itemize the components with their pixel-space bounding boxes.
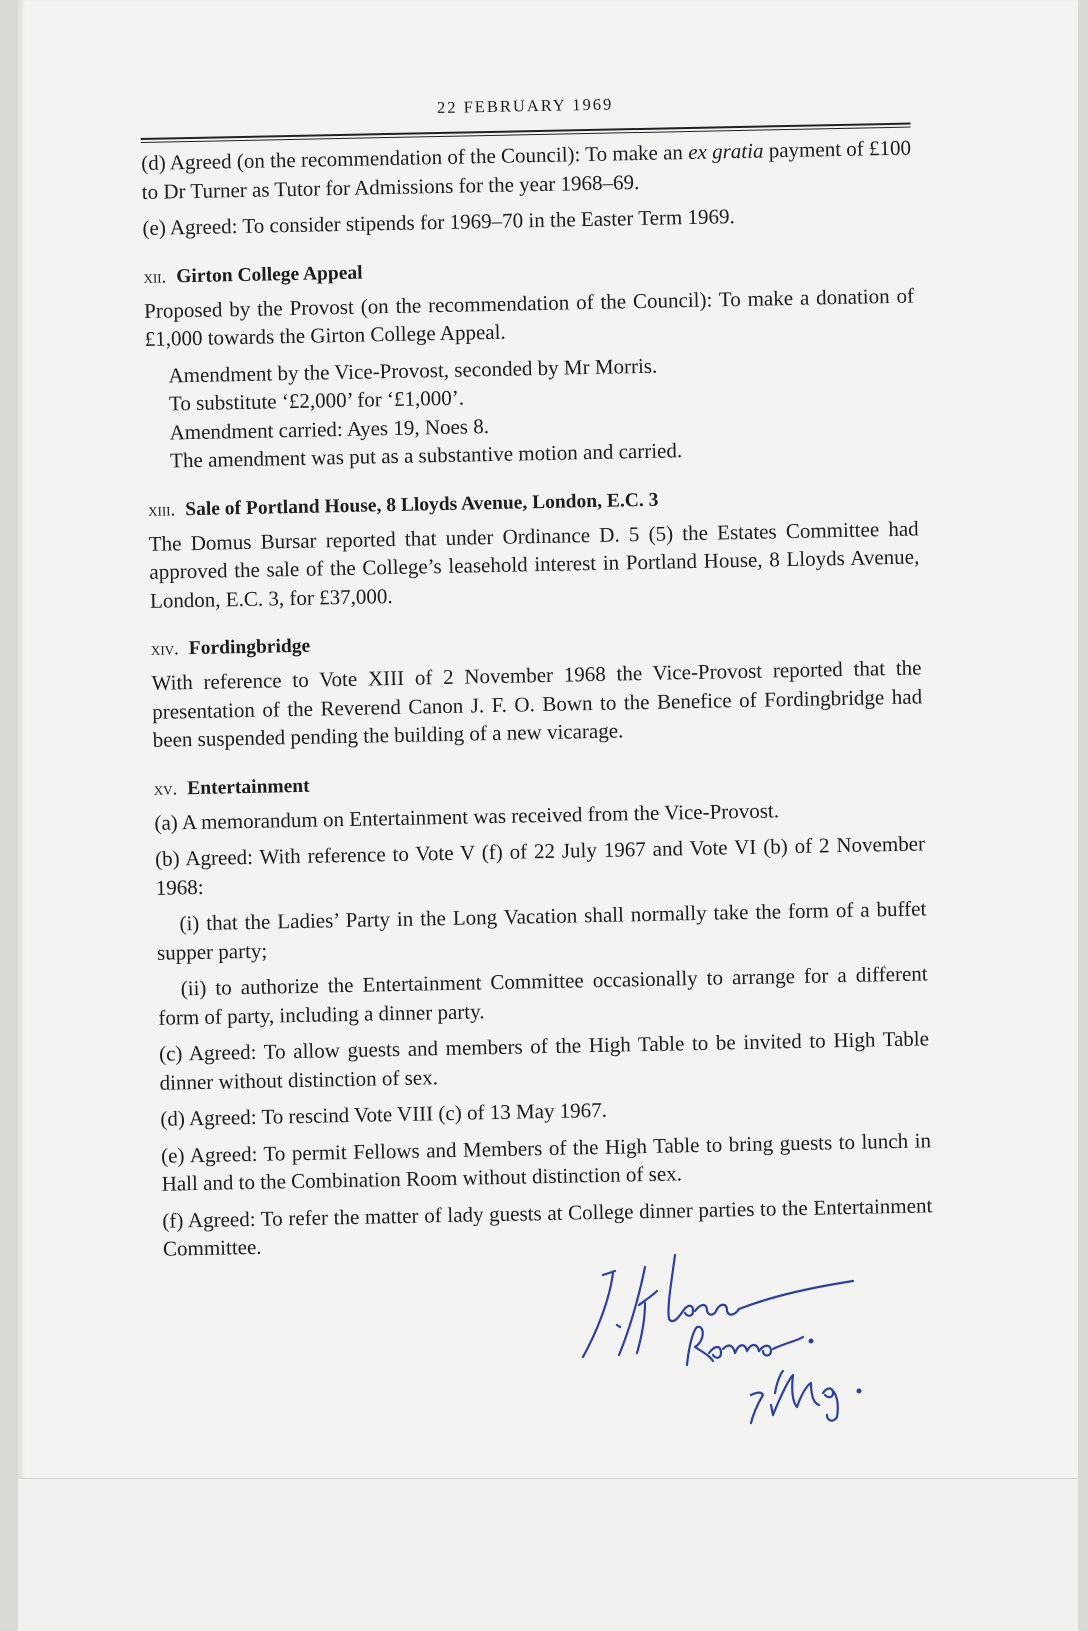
item-d-text-end: payment of £100 to Dr Turner as Tutor for Admissions for the year 1968–69.	[141, 135, 912, 204]
item-d-text: (d) Agreed (on the recommendation of the Council): To make an	[140, 140, 689, 175]
xv-b: (b) Agreed: With reference to Vote V (f) of 22 July 1967 and Vote VI (b) of 2 November 1968:	[154, 831, 926, 900]
xv-d: (d) Agreed: To rescind Vote VIII (c) of 13 May 1967.	[160, 1097, 608, 1131]
xv-e: (e) Agreed: To permit Fellows and Members of the High Table to bring guests to lunch in Hall and to the Combination Room without distinction of sex.	[160, 1127, 932, 1196]
xv-c: (c) Agreed: To allow guests and members of the High Table to be invited to High Table dinner without distinction of sex.	[158, 1026, 930, 1095]
page-header-date: 22 FEBRUARY 1969	[436, 94, 614, 118]
item-e-stipends: (e) Agreed: To consider stipends for 1969–70 in the Easter Term 1969.	[142, 204, 735, 240]
xii-substantive: The amendment was put as a substantive motion and carried.	[169, 438, 683, 473]
xiv-report: With reference to Vote XIII of 2 November 1968 the Vice-Provost reported that the presentation of the Reverend Canon J. F. O. Bown to the Benefice of Fordingbridge had been suspended pending the building of a new vicarage.	[151, 655, 923, 752]
section-number: xv.	[153, 777, 178, 800]
page-edge	[18, 1478, 1078, 1631]
xv-f: (f) Agreed: To refer the matter of lady guests at College dinner parties to the Entertainment Committee.	[162, 1192, 933, 1261]
xii-proposal: Proposed by the Provost (on the recommendation of the Council): To make a donation of £1,000 towards the Girton College Appeal.	[143, 283, 915, 351]
xii-substitute: To substitute ‘£2,000’ for ‘£1,000’.	[168, 385, 465, 416]
section-number: xii.	[143, 266, 167, 288]
xii-amendment: Amendment by the Vice-Provost, seconded by Mr Morris.	[168, 353, 658, 387]
handwritten-signature	[575, 1245, 905, 1425]
section-number: xiii.	[147, 498, 176, 521]
item-d-italic: ex gratia	[687, 138, 764, 165]
section-title: Fordingbridge	[188, 635, 311, 660]
xv-a: (a) A memorandum on Entertainment was received from the Vice-Provost.	[154, 797, 780, 835]
section-title: Girton College Appeal	[176, 262, 363, 287]
xiii-report: The Domus Bursar reported that under Ordinance D. 5 (5) the Estates Committee had approved the sale of the College’s leasehold interest in Portland House, 8 Lloyds Avenue, London, E.C. 3, for £37,000.	[148, 515, 920, 613]
section-title: Sale of Portland House, 8 Lloyds Avenue, London, E.C. 3	[185, 489, 659, 520]
section-number: xiv.	[150, 638, 180, 660]
item-d-ex-gratia	[141, 134, 912, 206]
minutes-content	[140, 89, 933, 1272]
xii-carried: Amendment carried: Ayes 19, Noes 8.	[169, 413, 490, 444]
section-title: Entertainment	[187, 775, 310, 799]
xv-b-i: (i) that the Ladies’ Party in the Long Vacation shall normally take the form of a buffet supper party;	[156, 896, 927, 965]
xv-b-ii: (ii) to authorize the Entertainment Committee occasionally to arrange for a different form of party, including a dinner party.	[158, 961, 928, 1030]
